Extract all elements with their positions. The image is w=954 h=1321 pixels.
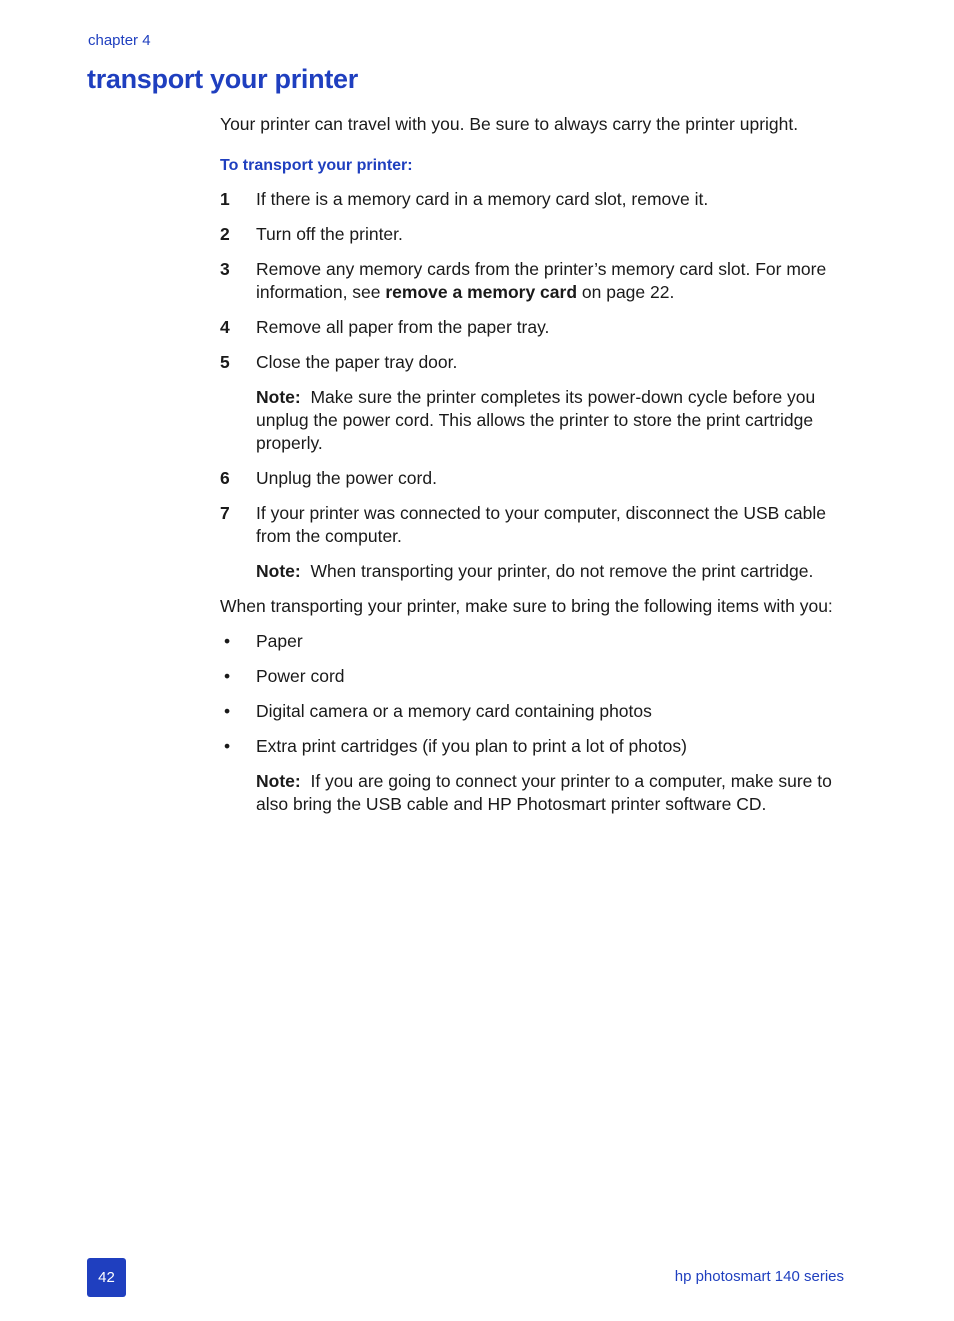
step-item <box>220 258 860 304</box>
step-text: Remove all paper from the paper tray. <box>256 317 550 337</box>
note-text: If you are going to connect your printer to a computer, make sure to also bring the USB cable and HP Photosmart printer software CD. <box>256 771 832 814</box>
step-item <box>220 467 860 490</box>
step-text: If your printer was connected to your computer, disconnect the USB cable from the computer. <box>256 503 827 546</box>
step-item <box>220 502 860 548</box>
item-text: Extra print cartridges (if you plan to print a lot of photos) <box>256 736 687 756</box>
step-number: 1 <box>220 189 230 209</box>
list-item <box>220 700 860 723</box>
step-number: 5 <box>220 352 230 372</box>
bullet-icon: • <box>224 631 231 651</box>
cross-reference-link[interactable]: remove a memory card <box>385 282 578 302</box>
item-text: Digital camera or a memory card containing photos <box>256 701 652 721</box>
steps-list-continued <box>220 467 860 548</box>
note-text: When transporting your printer, do not remove the print cartridge. <box>310 561 814 581</box>
note-label: Note: <box>256 387 301 407</box>
chapter-label: chapter 4 <box>88 32 151 49</box>
footer-product-name: hp photosmart 140 series <box>674 1268 844 1285</box>
item-text: Paper <box>256 631 303 651</box>
bullet-icon: • <box>224 736 231 756</box>
items-list <box>220 630 860 758</box>
note-computer <box>256 770 860 816</box>
step-text: Remove any memory cards from the printer’s memory card slot. For more information, see <box>256 259 827 302</box>
step-item <box>220 351 860 374</box>
bullet-icon: • <box>224 666 231 686</box>
item-text: Power cord <box>256 666 345 686</box>
page-title: transport your printer <box>87 64 358 94</box>
step-text: on page 22. <box>577 282 675 302</box>
note-power-down <box>256 386 860 455</box>
step-text: Close the paper tray door. <box>256 352 458 372</box>
step-number: 6 <box>220 468 230 488</box>
note-label: Note: <box>256 561 301 581</box>
list-item <box>220 665 860 688</box>
page-number-badge: 42 <box>87 1258 126 1297</box>
list-item <box>220 735 860 758</box>
step-number: 2 <box>220 224 230 244</box>
list-item <box>220 630 860 653</box>
step-text: If there is a memory card in a memory card slot, remove it. <box>256 189 709 209</box>
bring-items-intro: When transporting your printer, make sure to bring the following items with you: <box>220 596 833 616</box>
step-text: Turn off the printer. <box>256 224 403 244</box>
note-cartridge <box>256 560 860 583</box>
procedure-heading: To transport your printer: <box>220 157 413 174</box>
note-label: Note: <box>256 771 301 791</box>
steps-list <box>220 188 860 374</box>
step-number: 3 <box>220 259 230 279</box>
note-text: Make sure the printer completes its power-down cycle before you unplug the power cord. This allows the printer to store the print cartridge properly. <box>256 387 816 453</box>
step-text: Unplug the power cord. <box>256 468 437 488</box>
intro-paragraph: Your printer can travel with you. Be sure to always carry the printer upright. <box>220 114 799 134</box>
step-item <box>220 188 860 211</box>
step-number: 7 <box>220 503 230 523</box>
step-item <box>220 316 860 339</box>
step-item <box>220 223 860 246</box>
bullet-icon: • <box>224 701 231 721</box>
step-number: 4 <box>220 317 230 337</box>
main-content <box>220 113 860 828</box>
